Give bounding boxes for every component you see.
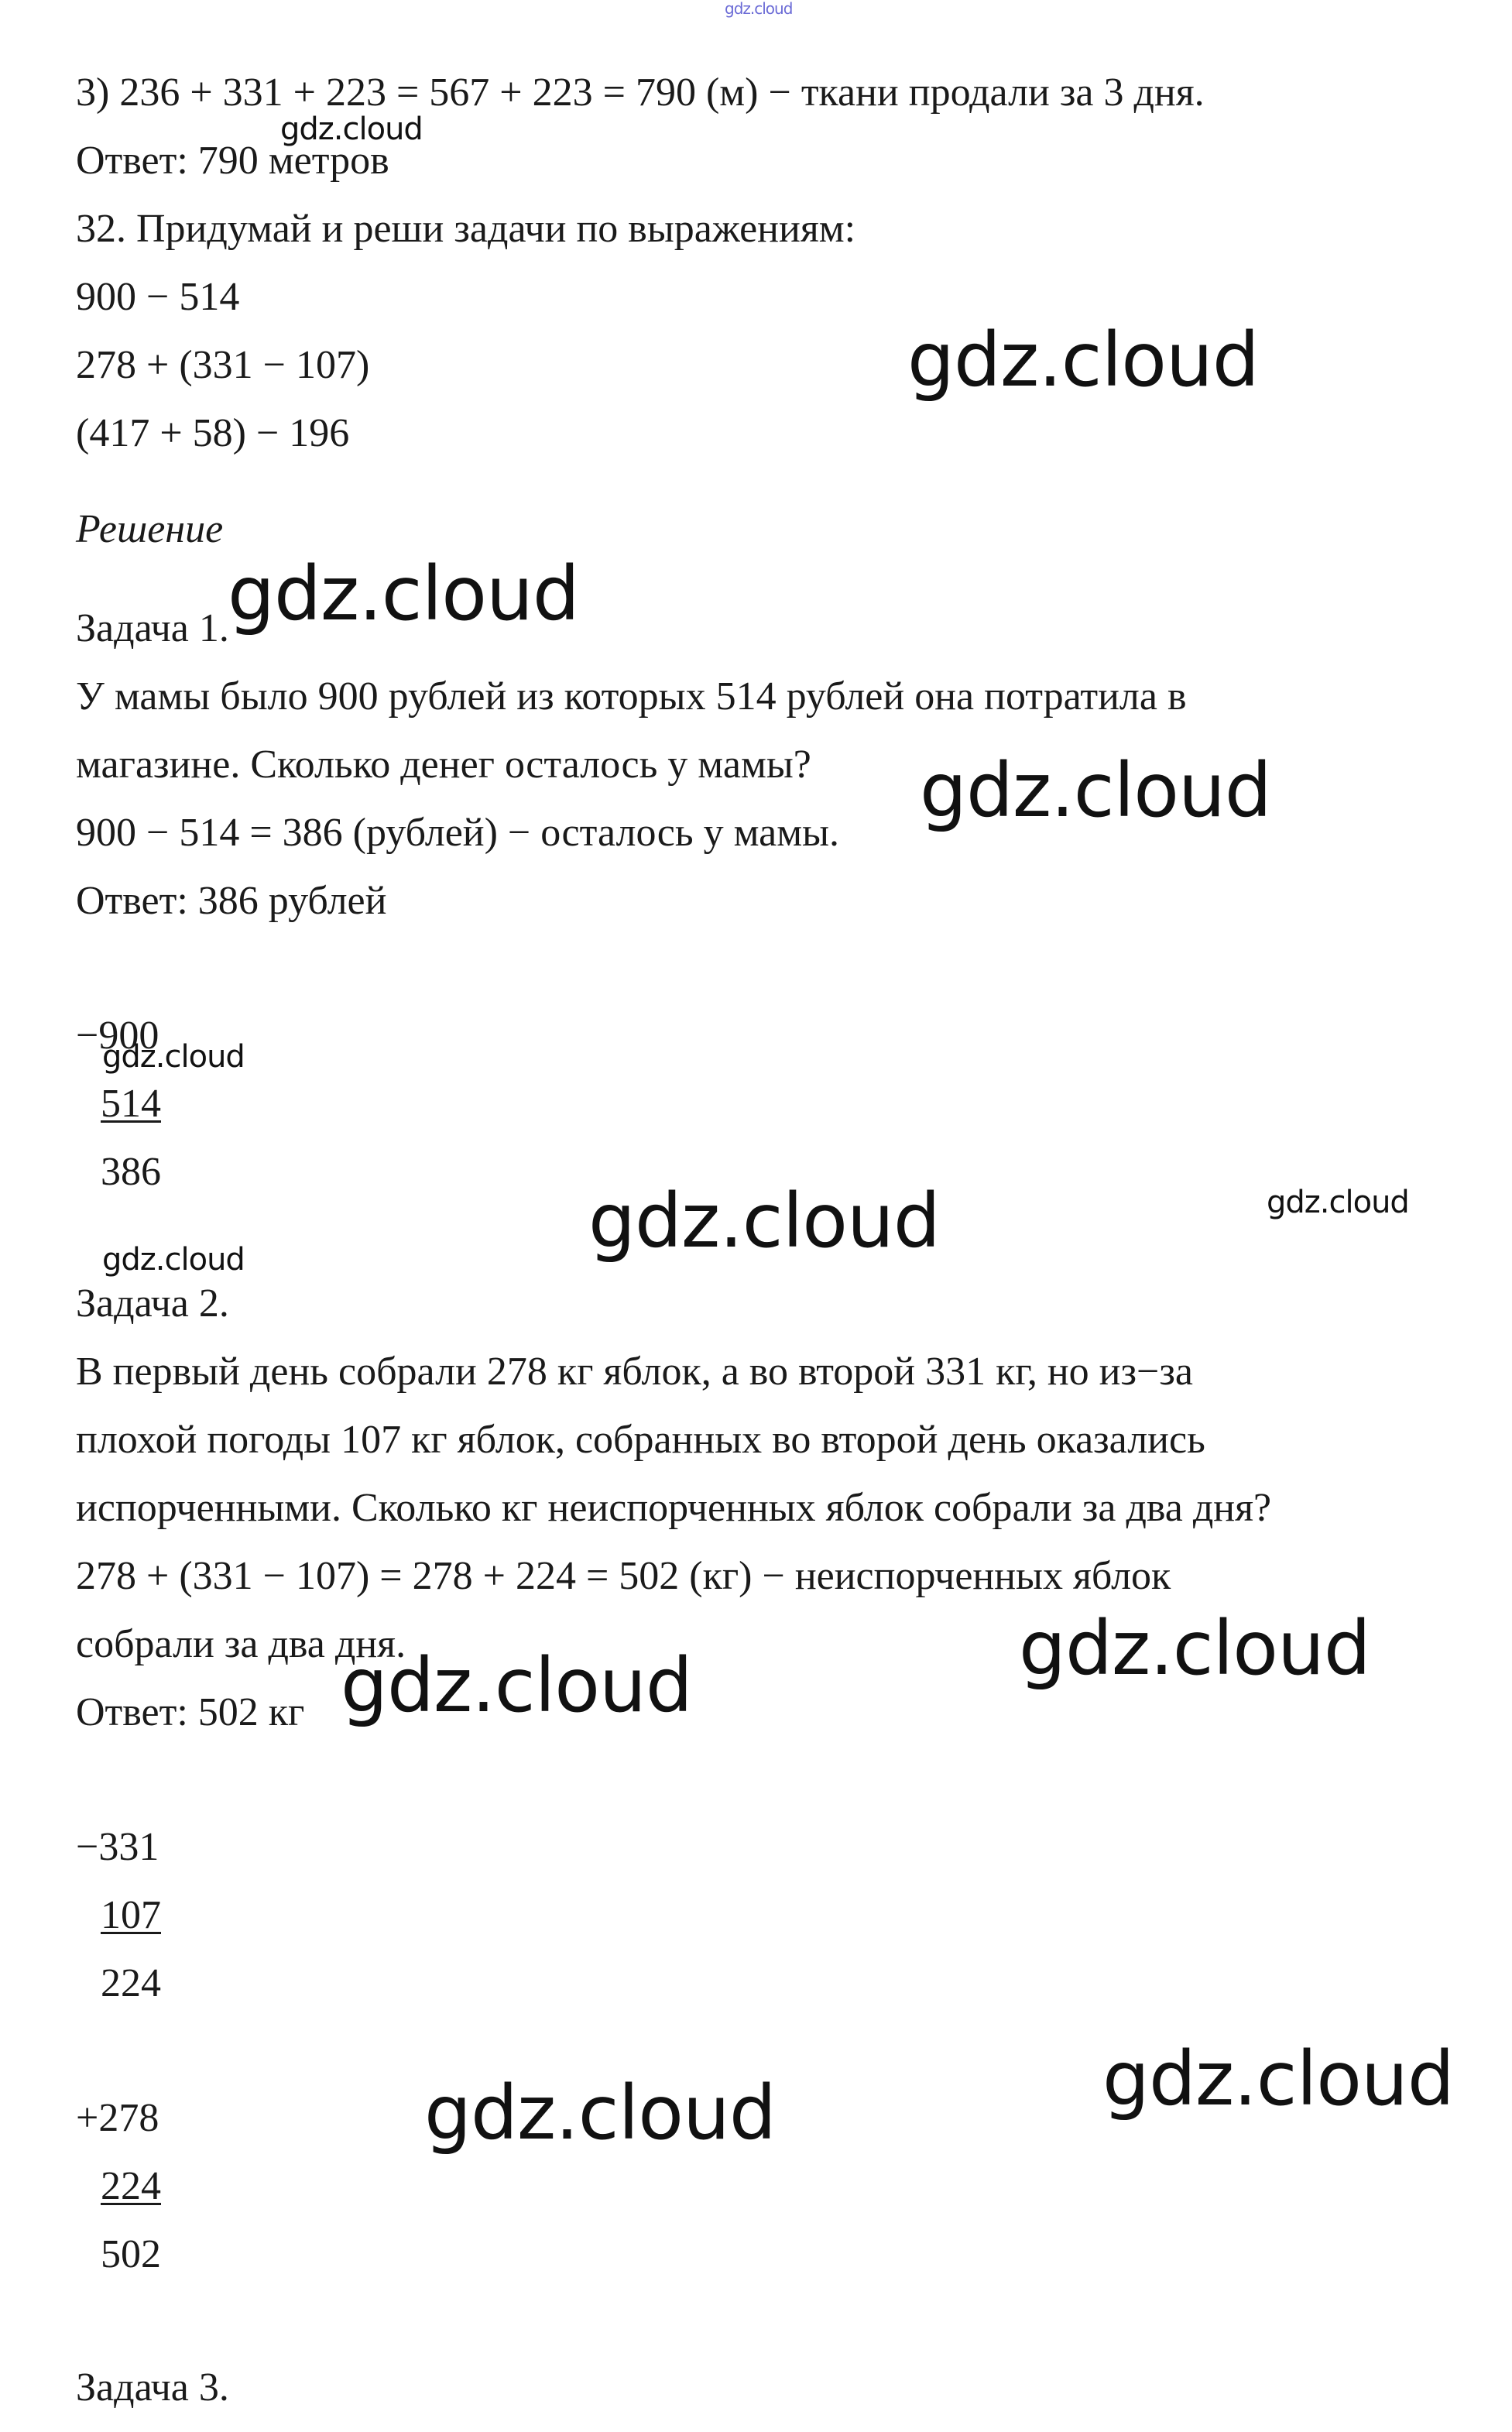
task2-answer: Ответ: 502 кг [76, 1690, 305, 1734]
expression-1: 900 − 514 [76, 275, 240, 319]
watermark: gdz.cloud [280, 111, 423, 147]
task1-column-result: 386 [101, 1150, 161, 1194]
task2-text-line: плохой погоды 107 кг яблок, собранных во второй день оказались [76, 1418, 1205, 1462]
watermark: gdz.cloud [102, 1242, 245, 1278]
task1-title: Задача 1. [76, 606, 229, 650]
task2-column2-result: 502 [101, 2232, 161, 2276]
answer-line: Ответ: 790 метров [76, 139, 389, 183]
task2-column1-second: 107 [101, 1893, 161, 1937]
task2-text-line: испорченными. Сколько кг неиспорченных яблок собрали за два дня? [76, 1486, 1272, 1530]
watermark: gdz.cloud [424, 2070, 776, 2156]
task2-text-line: В первый день собрали 278 кг яблок, а во второй 331 кг, но из−за [76, 1350, 1193, 1394]
expression-3: (417 + 58) − 196 [76, 411, 350, 455]
watermark: gdz.cloud [1019, 1605, 1370, 1692]
task2-column1-top: −331 [76, 1825, 159, 1869]
line-item-3: 3) 236 + 331 + 223 = 567 + 223 = 790 (м) − ткани продали за 3 дня. [76, 70, 1205, 115]
watermark: gdz.cloud [1102, 2036, 1454, 2122]
watermark: gdz.cloud [920, 747, 1271, 834]
watermark: gdz.cloud [341, 1642, 692, 1729]
task1-text-line: У мамы было 900 рублей из которых 514 рублей она потратила в [76, 674, 1187, 719]
task1-text-line: магазине. Сколько денег осталось у мамы? [76, 743, 811, 787]
task1-text-line: 900 − 514 = 386 (рублей) − осталось у мамы. [76, 811, 840, 855]
task3-title: Задача 3. [76, 2365, 229, 2410]
task2-text-line: 278 + (331 − 107) = 278 + 224 = 502 (кг) − неиспорченных яблок [76, 1554, 1171, 1598]
expression-2: 278 + (331 − 107) [76, 343, 370, 387]
task1-answer: Ответ: 386 рублей [76, 879, 387, 923]
task2-column2-top: +278 [76, 2096, 159, 2140]
exercise-title: 32. Придумай и реши задачи по выражениям: [76, 207, 856, 251]
watermark: gdz.cloud [588, 1178, 940, 1264]
task2-column2-second: 224 [101, 2164, 161, 2208]
watermark: gdz.cloud [102, 1039, 245, 1075]
task1-column-top: −900 [76, 1014, 159, 1058]
watermark: gdz.cloud [1267, 1185, 1409, 1220]
watermark: gdz.cloud [907, 317, 1259, 403]
watermark-tiny: gdz.cloud [725, 0, 793, 18]
task2-title: Задача 2. [76, 1281, 229, 1326]
task2-text-line: собрали за два дня. [76, 1622, 406, 1666]
solution-heading: Решение [76, 507, 224, 551]
task1-column-second: 514 [101, 1082, 161, 1126]
watermark: gdz.cloud [228, 551, 579, 637]
task2-column1-result: 224 [101, 1961, 161, 2005]
